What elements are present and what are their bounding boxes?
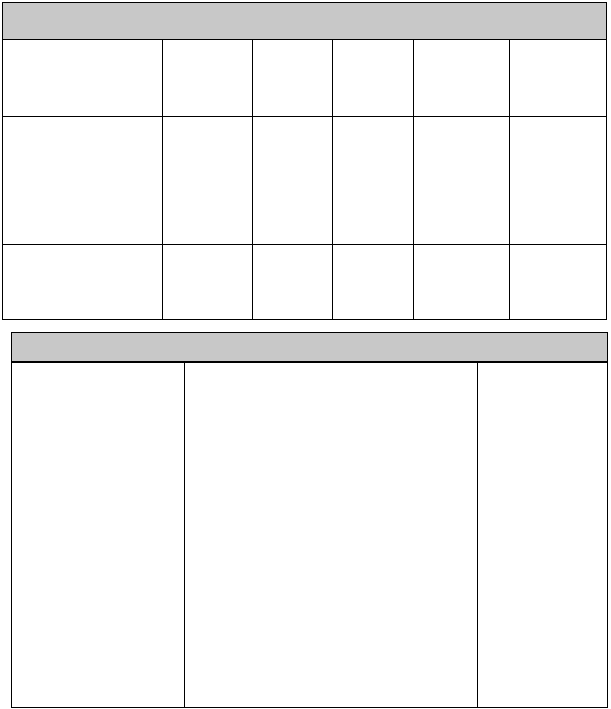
table-2-5-title [12,333,607,363]
table-2-4-title [3,3,606,40]
header-divider [3,116,606,117]
table-2-5 [11,332,608,708]
column-divider [332,40,333,319]
column-divider [252,40,253,319]
column-divider [184,363,185,707]
column-divider [413,40,414,319]
column-divider [162,40,163,319]
column-divider [477,363,478,707]
table-2-4 [2,2,607,320]
section-divider [3,244,606,245]
column-divider [509,40,510,319]
